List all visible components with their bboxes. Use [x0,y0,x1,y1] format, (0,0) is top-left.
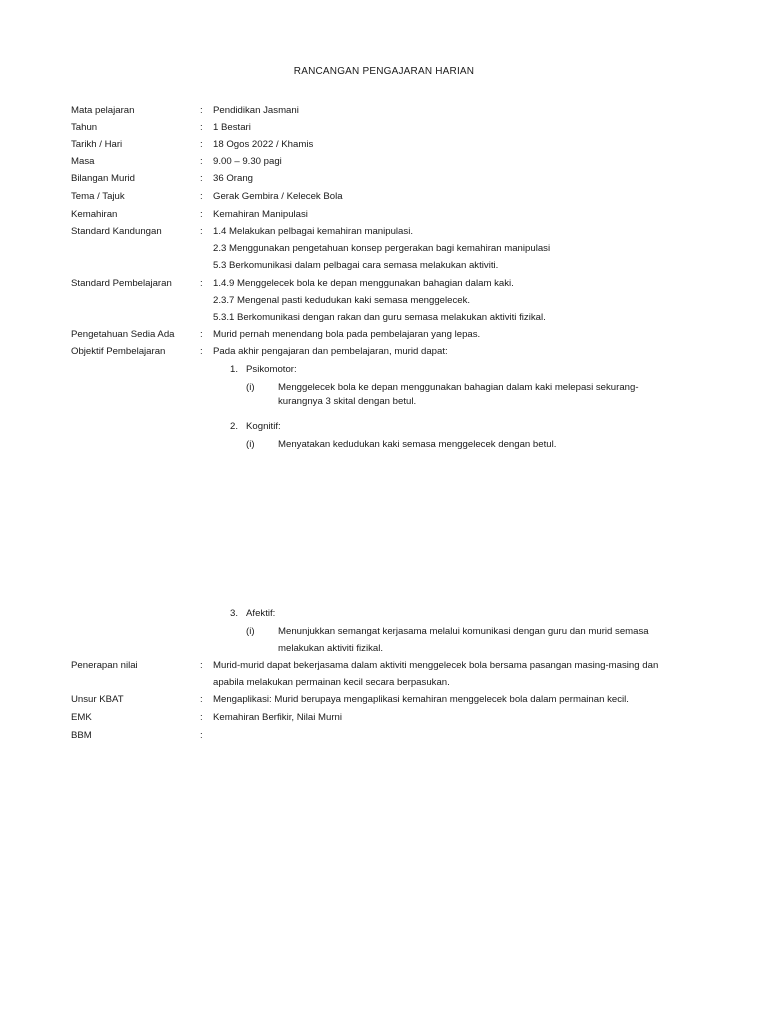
objective-heading-psikomotor: Psikomotor: [246,364,297,375]
separator: : [200,139,203,150]
label-masa: Masa [71,156,95,167]
label-objektif-pembelajaran: Objektif Pembelajaran [71,346,166,357]
objective-text: melakukan aktiviti fizikal. [278,643,384,654]
label-tarikh: Tarikh / Hari [71,139,123,150]
objective-heading-kognitif: Kognitif: [246,421,281,432]
label-penerapan-nilai: Penerapan nilai [71,660,138,671]
standard-pembelajaran-line: 5.3.1 Berkomunikasi dengan rakan dan guru semasa melakukan aktiviti fizikal. [213,312,546,323]
objektif-intro: Pada akhir pengajaran dan pembelajaran, murid dapat: [213,346,448,357]
label-tahun: Tahun [71,122,98,133]
objective-text: kurangnya 3 skital dengan betul. [278,396,417,407]
value-mata-pelajaran: Pendidikan Jasmani [213,105,299,116]
separator: : [200,173,203,184]
label-mata-pelajaran: Mata pelajaran [71,105,135,116]
standard-kandungan-line: 2.3 Menggunakan pengetahuan konsep pergerakan bagi kemahiran manipulasi [213,243,551,254]
objective-number: 1. [230,364,239,375]
separator: : [200,660,203,671]
label-bilangan-murid: Bilangan Murid [71,173,135,184]
standard-pembelajaran-line: 2.3.7 Mengenal pasti kedudukan kaki semasa menggelecek. [213,295,471,306]
value-kemahiran: Kemahiran Manipulasi [213,209,308,220]
value-bilangan-murid: 36 Orang [213,173,254,184]
value-unsur-kbat: Mengaplikasi: Murid berupaya mengaplikasi kemahiran menggelecek bola dalam permainan kecil. [213,694,629,705]
separator: : [200,329,203,340]
label-unsur-kbat: Unsur KBAT [71,694,124,705]
standard-kandungan-line: 1.4 Melakukan pelbagai kemahiran manipulasi. [213,226,413,237]
objective-number: 2. [230,421,239,432]
objective-heading-afektif: Afektif: [246,608,276,619]
separator: : [200,346,203,357]
standard-kandungan-line: 5.3 Berkomunikasi dalam pelbagai cara semasa melakukan aktiviti. [213,260,499,271]
label-pengetahuan-sedia-ada: Pengetahuan Sedia Ada [71,329,175,340]
label-standard-pembelajaran: Standard Pembelajaran [71,278,172,289]
value-tarikh: 18 Ogos 2022 / Khamis [213,139,314,150]
objective-text: Menggelecek bola ke depan menggunakan bahagian dalam kaki melepasi sekurang- [278,382,639,393]
separator: : [200,209,203,220]
separator: : [200,156,203,167]
document-title: RANCANGAN PENGAJARAN HARIAN [293,66,475,77]
separator: : [200,278,203,289]
value-emk: Kemahiran Berfikir, Nilai Murni [213,712,343,723]
objective-roman: (i) [246,439,255,450]
label-bbm: BBM [71,730,92,741]
standard-pembelajaran-line: 1.4.9 Menggelecek bola ke depan menggunakan bahagian dalam kaki. [213,278,514,289]
objective-roman: (i) [246,626,255,637]
value-masa: 9.00 – 9.30 pagi [213,156,282,167]
objective-text: Menunjukkan semangat kerjasama melalui komunikasi dengan guru dan murid semasa [278,626,649,637]
separator: : [200,122,203,133]
value-pengetahuan-sedia-ada: Murid pernah menendang bola pada pembelajaran yang lepas. [213,329,481,340]
separator: : [200,730,203,741]
penerapan-line: Murid-murid dapat bekerjasama dalam aktiviti menggelecek bola bersama pasangan masing-masing dan [213,660,659,671]
value-tema: Gerak Gembira / Kelecek Bola [213,191,343,202]
label-emk: EMK [71,712,92,723]
penerapan-line: apabila melakukan permainan kecil secara berpasukan. [213,677,450,688]
label-standard-kandungan: Standard Kandungan [71,226,162,237]
label-tema: Tema / Tajuk [71,191,125,202]
separator: : [200,105,203,116]
objective-text: Menyatakan kedudukan kaki semasa menggelecek dengan betul. [278,439,557,450]
separator: : [200,694,203,705]
objective-number: 3. [230,608,239,619]
objective-roman: (i) [246,382,255,393]
label-kemahiran: Kemahiran [71,209,118,220]
value-tahun: 1 Bestari [213,122,251,133]
separator: : [200,712,203,723]
separator: : [200,191,203,202]
separator: : [200,226,203,237]
